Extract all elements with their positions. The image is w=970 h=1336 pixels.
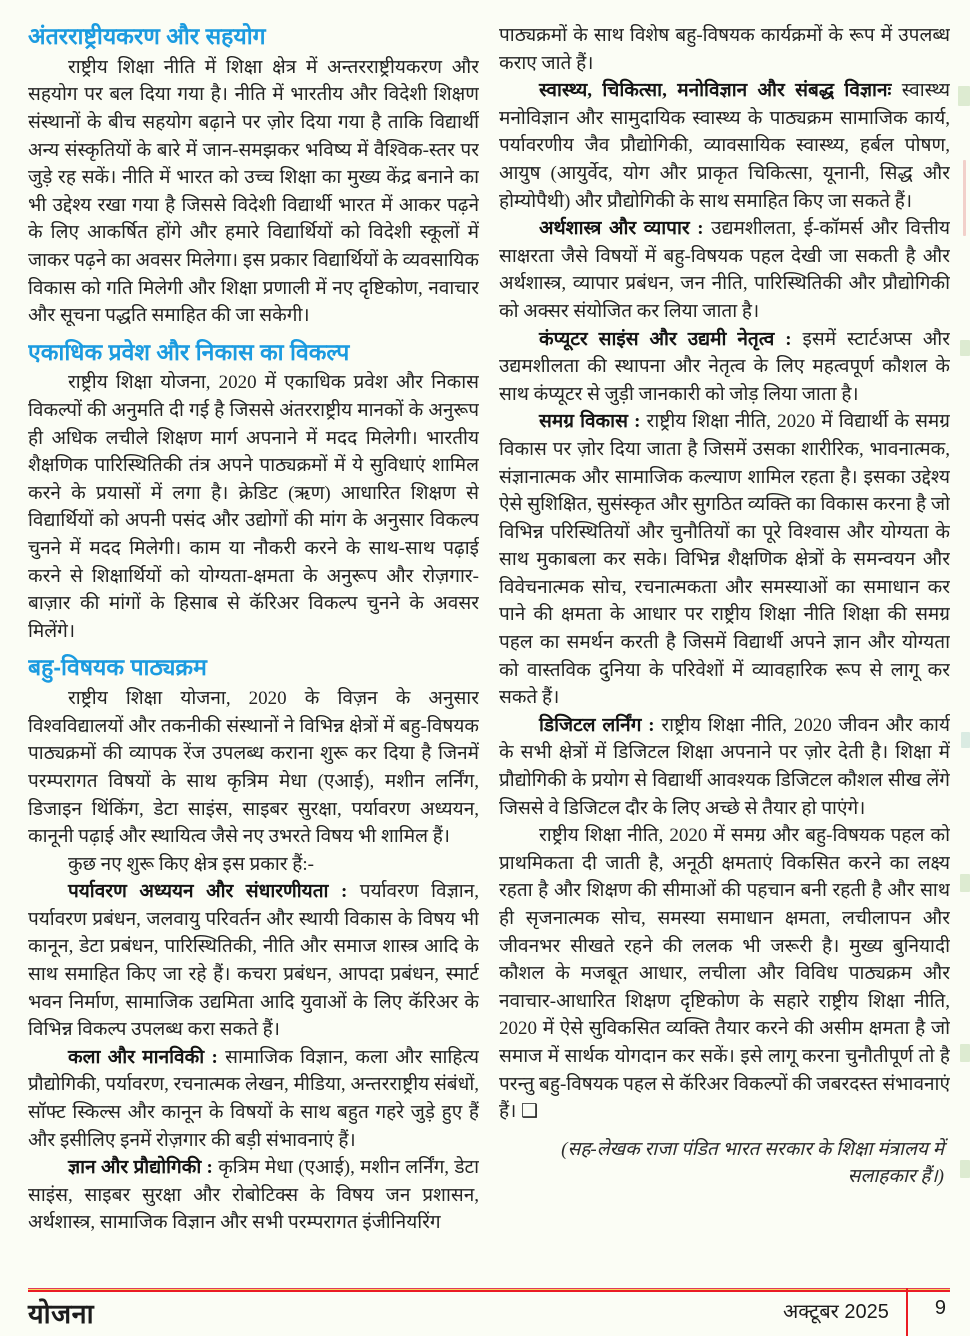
page-number: 9 <box>934 1297 946 1319</box>
paragraph-lead: स्वास्थ्य, चिकित्सा, मनोविज्ञान और संबद्ध विज्ञानः <box>539 80 902 102</box>
edge-bleed-fragment <box>958 86 970 106</box>
paragraph: पर्यावरण अध्ययन और संधारणीयता : पर्यावरण विज्ञान, पर्यावरण प्रबंधन, जलवायु परिवर्तन और स्थायी विकास के विषय भी कानून, डेटा प्रबंधन, पारिस्थितिकी, नीति और समाज शास्त्र आदि के साथ समाहित किए जा रहे हैं। कचरा प्रबंधन, आपदा प्रबंधन, स्मार्ट भवन निर्माण, सामाजिक उद्यमिता आदि युवाओं के लिए कॅरिअर के विभिन्न विकल्प उपलब्ध करा सकते हैं। <box>28 881 479 1041</box>
page-footer <box>28 1288 950 1336</box>
edge-bleed-fragment <box>961 732 970 748</box>
issue-date: अक्टूबर 2025 <box>782 1301 889 1323</box>
edge-bleed-fragment <box>960 1044 970 1062</box>
paragraph: राष्ट्रीय शिक्षा योजना, 2020 में एकाधिक प्रवेश और निकास विकल्पों की अनुमति दी गई है जिससे अंतरराष्ट्रीय मानकों के अनुरूप ही अधिक लचीले शिक्षण मार्ग अपनाने में मदद मिलेगी। भारतीय शैक्षणिक पारिस्थितिकी तंत्र अपने पाठ्यक्रमों में ये सुविधाएं शामिल करने के प्रयासों में लगा है। क्रेडिट (ऋण) आधारित शिक्षण से विद्यार्थियों को अपनी पसंद और उद्योगों की मांग के अनुसार विकल्प चुनने में मदद मिलेगी। काम या नौकरी करने के साथ-साथ पढ़ाई करने से शिक्षार्थियों को योग्यता-क्षमता के अनुरूप और रोज़गार-बाज़ार की मांगों के हिसाब से कॅरिअर विकल्प चुनने के अवसर मिलेंगे। <box>28 372 479 642</box>
paragraph: राष्ट्रीय शिक्षा योजना, 2020 के विज़न के अनुसार विश्वविद्यालयों और तकनीकी संस्थानों ने विभिन्न क्षेत्रों में बहु-विषयक पाठ्यक्रमों की व्यापक रेंज उपलब्ध कराना शुरू कर दिया है जिनमें परम्परागत विषयों के साथ कृत्रिम मेधा (एआई), मशीन लर्निंग, डिजाइन थिंकिंग, डेटा साइंस, साइबर सुरक्षा, पर्यावरण अध्ययन, कानूनी पढ़ाई और स्थायित्व जैसे नए उभरते विषय भी शामिल हैं। <box>28 688 479 848</box>
paragraph: समग्र विकास : राष्ट्रीय शिक्षा नीति, 2020 में विद्यार्थी के समग्र विकास पर ज़ोर दिया जाता है जिसमें उसका शारीरिक, भावनात्मक, संज्ञानात्मक और सामाजिक कल्याण शामिल रहता है। इसका उद्देश्य ऐसे सुशिक्षित, सुसंस्कृत और सुगठित व्यक्ति का विकास करना है जो विभिन्न परिस्थितियों और चुनौतियों का पूरे विश्वास और योग्यता के साथ मुकाबला कर सके। विभिन्न शैक्षणिक क्षेत्रों के समन्वयन और विवेचनात्मक सोच, रचनात्मकता और समस्याओं का समाधान कर पाने की क्षमता के आधार पर राष्ट्रीय शिक्षा नीति शिक्षा की समग्र पहल का समर्थन करती है जिसमें विद्यार्थी अपने ज्ञान और योग्यता को वास्तविक दुनिया के परिवेशों में व्यावहारिक रूप से लागू कर सकते हैं। <box>499 411 950 709</box>
paragraph: राष्ट्रीय शिक्षा नीति में शिक्षा क्षेत्र में अन्तरराष्ट्रीयकरण और सहयोग पर बल दिया गया है। नीति में भारतीय और विदेशी शिक्षण संस्थानों के बीच सहयोग बढ़ाने पर ज़ोर दिया गया है ताकि विद्यार्थी अन्य संस्कृतियों के बारे में जान-समझकर भविष्य में वैश्विक-स्तर पर जुड़े रह सकें। नीति में भारत को उच्च शिक्षा का मुख्य केंद्र बनाने का भी उद्देश्य रखा गया है जिससे विदेशी विद्यार्थी भारत में आकर पढ़ने के लिए आकर्षित होंगे और हमारे विद्यार्थियों को विदेशी स्कूलों में जाकर पढ़ने का अवसर मिलेगा। इस प्रकार विद्यार्थियों के व्यवसायिक विकास को गति मिलेगी और शिक्षा प्रणाली में नए दृष्टिकोण, नवाचार और सूचना पद्धति समाहित की जा सकेगी। <box>28 56 479 327</box>
edge-bleed-fragment <box>960 874 970 892</box>
paragraph: अर्थशास्त्र और व्यापार : उद्यमशीलता, ई-कॉमर्स और वित्तीय साक्षरता जैसे विषयों में बहु-विषयक पहल देखी जा सकती है और अर्थशास्त्र, व्यापार प्रबंधन, जन नीति, पारिस्थितिकी और प्रौद्योगिकी को अक्सर संयोजित कर लिया जाता है। <box>499 218 950 322</box>
section-heading: बहु-विषयक पाठ्यक्रम <box>28 654 207 681</box>
paragraph-lead: कंप्यूटर साइंस और उद्यमी नेतृत्व : <box>539 328 803 350</box>
left-column <box>28 22 479 1262</box>
paragraph: पाठ्यक्रमों के साथ विशेष बहु-विषयक कार्यक्रमों के रूप में उपलब्ध कराए जाते हैं। <box>499 25 950 74</box>
edge-bleed-fragment <box>960 340 970 356</box>
magazine-title: योजना <box>28 1299 95 1329</box>
paragraph-lead: डिजिटल लर्निंग : <box>539 714 662 736</box>
paragraph-lead: पर्यावरण अध्ययन और संधारणीयता : <box>68 881 360 903</box>
right-column <box>499 22 950 1262</box>
author-credit: (सह-लेखक राजा पंडित भारत सरकार के शिक्षा मंत्रालय में सलाहकार हैं।) <box>561 1138 944 1187</box>
paragraph: कुछ नए शुरू किए क्षेत्र इस प्रकार हैं:- <box>68 853 314 875</box>
paragraph: स्वास्थ्य, चिकित्सा, मनोविज्ञान और संबद्ध विज्ञानः स्वास्थ्य मनोविज्ञान और सामुदायिक स्वास्थ्य के पाठ्यक्रम सामाजिक कार्य, पर्यावरणीय जैव प्रौद्योगिकी, व्यावसायिक स्वास्थ्य, हर्बल पोषण, आयुष (आयुर्वेद, योग और प्राकृत चिकित्सा, यूनानी, सिद्ध और होम्योपैथी) और प्रौद्योगिकी के साथ समाहित किए जा सकते हैं। <box>499 80 950 212</box>
paragraph: कला और मानविकी : सामाजिक विज्ञान, कला और साहित्य प्रौद्योगिकी, पर्यावरण, रचनात्मक लेखन, मीडिया, अन्तरराष्ट्रीय संबंधों, सॉफ्ट स्किल्स और कानून के विषयों के साथ बहुत गहरे जुड़े हुए हैं और इसीलिए इनमें रोज़गार की बड़ी संभावनाएं हैं। <box>28 1046 479 1151</box>
section-heading: एकाधिक प्रवेश और निकास का विकल्प <box>28 338 350 365</box>
paragraph-lead: ज्ञान और प्रौद्योगिकी : <box>68 1157 219 1179</box>
paragraph-lead: समग्र विकास : <box>539 411 647 433</box>
edge-bleed-fragment <box>963 160 966 236</box>
edge-bleed-fragment <box>960 1160 970 1178</box>
paragraph: राष्ट्रीय शिक्षा नीति, 2020 में समग्र और बहु-विषयक पहल को प्राथमिकता दी जाती है, अनूठी क्षमताएं विकसित करने का लक्ष्य रहता है और शिक्षण की सीमाओं की पहचान बनी रहती है और साथ ही सृजनात्मक सोच, समस्या समाधान क्षमता, लचीलापन और जीवनभर सीखते रहने की ललक भी जरूरी है। मुख्य बुनियादी कौशल के मजबूत आधार, लचीला और विविध पाठ्यक्रम और नवाचार-आधारित शिक्षण दृष्टिकोण के सहारे राष्ट्रीय शिक्षा नीति, 2020 में ऐसे सुविकसित व्यक्ति तैयार करने की असीम क्षमता है जो समाज में सार्थक योगदान कर सकें। इसे लागू करना चुनौतीपूर्ण तो है परन्तु बहु-विषयक पहल से कॅरिअर विकल्पों की जबरदस्त संभावनाएं हैं। ❑ <box>499 825 950 1123</box>
paragraph-lead: अर्थशास्त्र और व्यापार : <box>539 218 712 240</box>
paragraph: डिजिटल लर्निंग : राष्ट्रीय शिक्षा नीति, 2020 जीवन और कार्य के सभी क्षेत्रों में डिजिटल शिक्षा अपनाने पर ज़ोर देती है। शिक्षा में प्रौद्योगिकी के प्रयोग से विद्यार्थी आवश्यक डिजिटल कौशल सीख लेंगे जिससे वे डिजिटल दौर के लिए अच्छे से तैयार हो पाएंगे। <box>499 714 950 819</box>
paragraph-lead: कला और मानविकी : <box>68 1046 226 1068</box>
paragraph: ज्ञान और प्रौद्योगिकी : कृत्रिम मेधा (एआई), मशीन लर्निंग, डेटा साइंस, साइबर सुरक्षा और रोबोटिक्स के विषय जन प्रशासन, अर्थशास्त्र, सामाजिक विज्ञान और सभी परम्परागत इंजीनियरिंग <box>28 1157 479 1234</box>
footer-rule <box>28 1288 950 1292</box>
paragraph: कंप्यूटर साइंस और उद्यमी नेतृत्व : इसमें स्टार्टअप्स और उद्यमशीलता की स्थापना और नेतृत्व के लिए महत्वपूर्ण कौशल के साथ कंप्यूटर से जुड़ी जानकारी को जोड़ लिया जाता है। <box>499 328 950 405</box>
section-heading: अंतरराष्ट्रीयकरण और सहयोग <box>28 23 266 49</box>
article-body <box>28 22 950 1262</box>
